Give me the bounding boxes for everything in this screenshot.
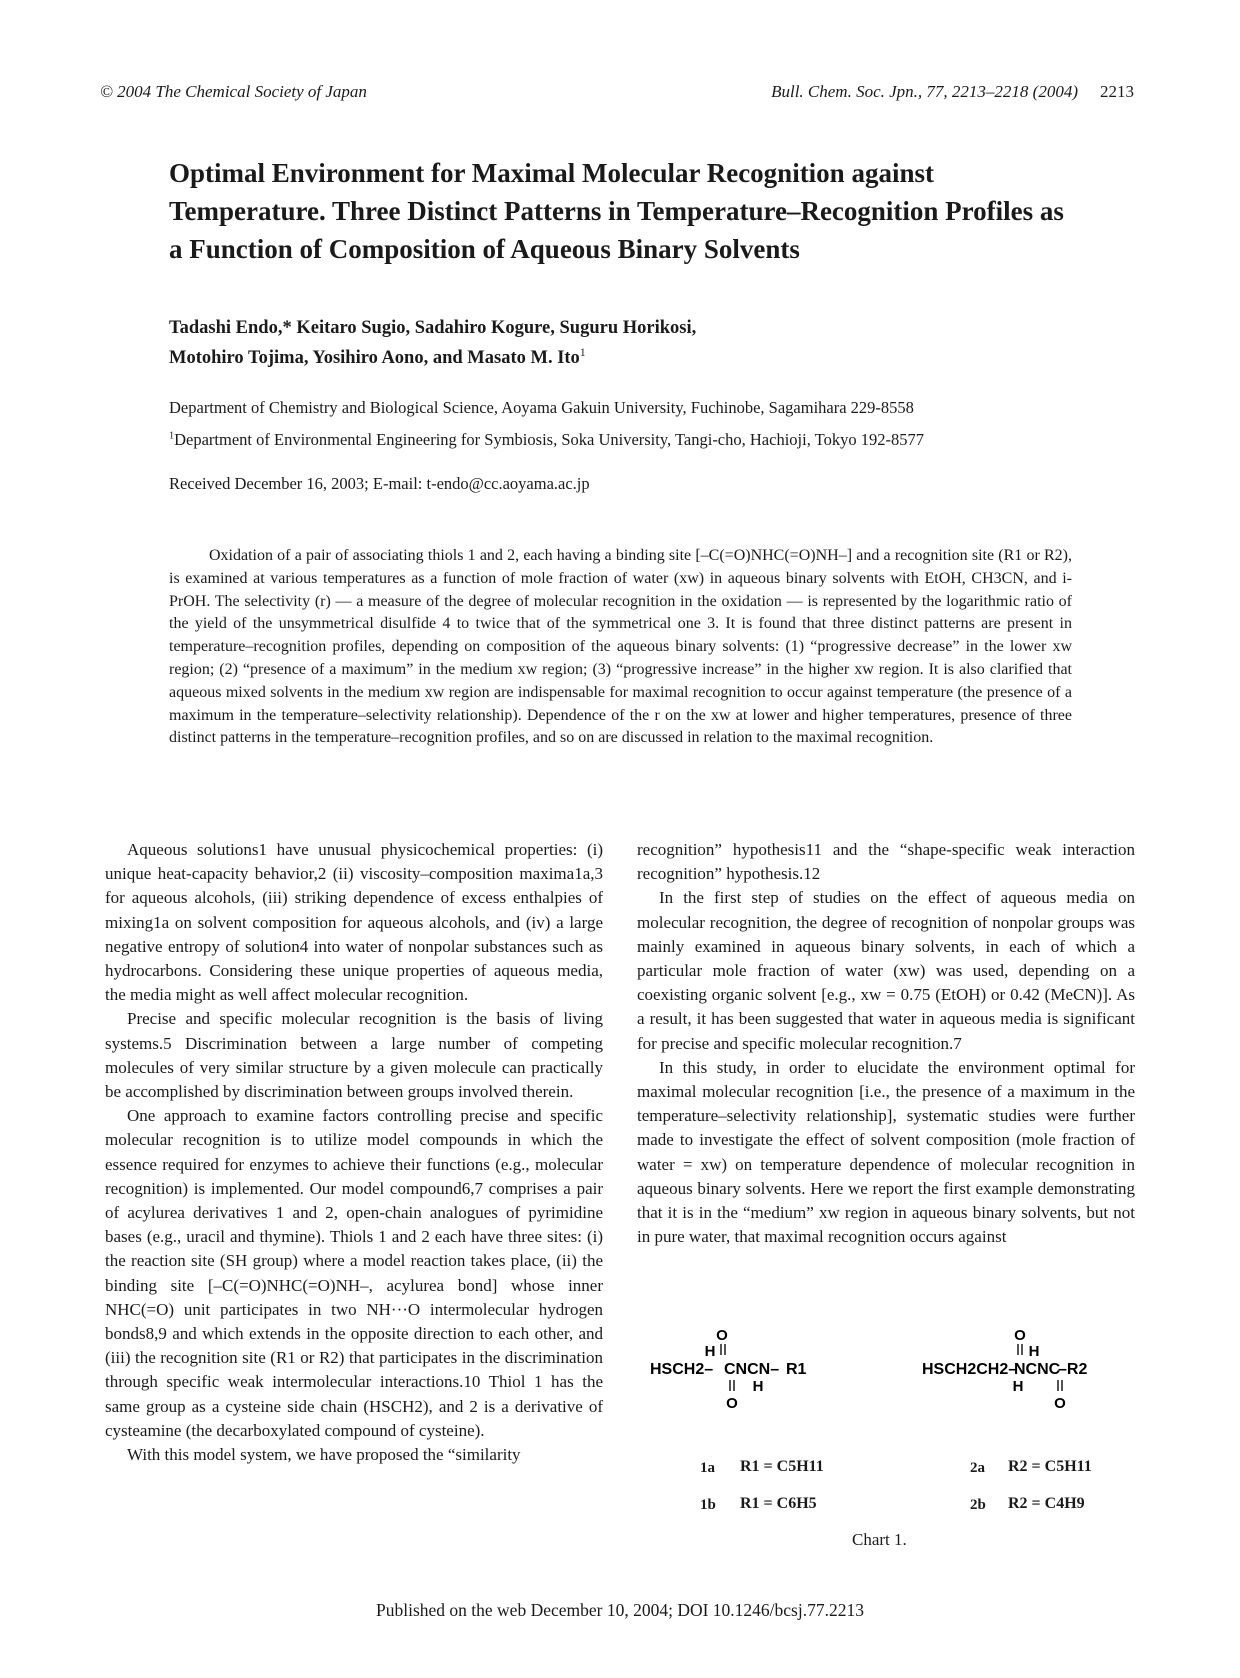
compound-label: 2b bbox=[970, 1497, 986, 1513]
affiliation-2: $^1$Department of Environmental Engineering for Symbiosis, Soka University, Tangi-cho, Hachioji, Tokyo 192-8577 bbox=[169, 430, 924, 449]
page-number: 2213 bbox=[1100, 82, 1134, 101]
chart-caption: Chart 1. bbox=[852, 1530, 907, 1549]
structure-drawings bbox=[640, 1310, 1140, 1420]
svg-text:H: H bbox=[704, 1343, 716, 1360]
compound-formula: R1 = C6H5 bbox=[740, 1495, 817, 1512]
chemical-structures-chart bbox=[640, 1310, 1140, 1550]
authors-line-2: Motohiro Tojima, Yosihiro Aono, and Masato M. Ito$^1$ bbox=[169, 346, 586, 368]
paragraph: Aqueous solutions1 have unusual physicochemical properties: (i) unique heat-capacity behavior,2 (ii) viscosity–composition maxima1a,3 for aqueous alcohols, (iii) striking dependence of excess enthalpies of mixing1a on solvent composition for aqueous alcohols, and (iv) a large negative entropy of solution4 into water of nonpolar substances such as hydrocarbons. Considering these unique properties of aqueous media, the media might as well affect molecular recognition. bbox=[105, 840, 603, 1005]
paragraph: recognition” hypothesis11 and the “shape-specific weak interaction recognition” hypothesis.12 bbox=[637, 840, 1135, 884]
paragraph: In this study, in order to elucidate the environment optimal for maximal molecular recognition [i.e., the presence of a maximum in the temperature–selectivity relationship], systematic studies were further made to investigate the effect of solvent composition (mole fraction of water = xw) on temperature dependence of molecular recognition in aqueous binary solvents. Here we report the first example demonstrating that it is in the “medium” xw region in aqueous binary solvents, but not in pure water, that maximal recognition occurs against bbox=[637, 1057, 1135, 1247]
authors-line-1: Tadashi Endo,* Keitaro Sugio, Sadahiro Kogure, Suguru Horikosi, bbox=[169, 318, 697, 338]
svg-text:O: O bbox=[726, 1395, 738, 1412]
body-column-left bbox=[105, 838, 603, 1467]
svg-text:H: H bbox=[1012, 1378, 1024, 1395]
svg-text:R1: R1 bbox=[786, 1361, 807, 1378]
affiliation-1: Department of Chemistry and Biological Science, Aoyama Gakuin University, Fuchinobe, Sagamihara 229-8558 bbox=[169, 398, 914, 417]
compound-label: 1a bbox=[700, 1460, 715, 1476]
structure-1 bbox=[650, 1327, 807, 1412]
structure-2 bbox=[922, 1327, 1087, 1412]
copyright-line: © 2004 The Chemical Society of Japan bbox=[100, 82, 367, 101]
body-column-right bbox=[637, 838, 1135, 1249]
svg-text:O: O bbox=[716, 1327, 728, 1344]
svg-text:H: H bbox=[752, 1378, 764, 1395]
paragraph: Precise and specific molecular recognition is the basis of living systems.5 Discrimination between a large number of competing molecules of very similar structure by a given molecule can practically be accomplished by discrimination between groups involved therein. bbox=[105, 1009, 603, 1102]
svg-text:H: H bbox=[1028, 1343, 1040, 1360]
compound-formula: R2 = C5H11 bbox=[1008, 1458, 1092, 1475]
paragraph: One approach to examine factors controlling precise and specific molecular recognition is to utilize model compounds in which the essence required for enzymes to achieve their functions (e.g., molecular recognition) is implemented. Our model compound6,7 comprises a pair of acylurea derivatives 1 and 2, open-chain analogues of pyrimidine bases (e.g., uracil and thymine). Thiols 1 and 2 each have three sites: (i) the reaction site (SH group) where a model reaction takes place, (ii) the binding site [–C(=O)NHC(=O)NH–, acylurea bond] whose inner NHC(=O) unit participates in two NH···O intermolecular hydrogen bonds8,9 and which extends in the opposite direction to each other, and (iii) the recognition site (R1 or R2) that participates in the discrimination through specific weak intermolecular interactions.10 Thiol 1 has the same group as a cysteine side chain (HSCH2), and 2 is a derivative of cysteamine (the decarboxylated compound of cysteine). bbox=[105, 1106, 603, 1440]
paragraph: With this model system, we have proposed the “similarity bbox=[127, 1445, 521, 1465]
compound-formula: R2 = C4H9 bbox=[1008, 1495, 1085, 1512]
compound-label: 2a bbox=[970, 1460, 985, 1476]
svg-text:CNCN–: CNCN– bbox=[724, 1361, 780, 1378]
publication-footer: Published on the web December 10, 2004; DOI 10.1246/bcsj.77.2213 bbox=[376, 1600, 864, 1620]
compound-label: 1b bbox=[700, 1497, 716, 1513]
compound-formula: R1 = C5H11 bbox=[740, 1458, 824, 1475]
received-line: Received December 16, 2003; E-mail: t-endo@cc.aoyama.ac.jp bbox=[169, 474, 590, 493]
svg-text:HSCH2CH2–: HSCH2CH2– bbox=[922, 1361, 1018, 1378]
svg-text:O: O bbox=[1014, 1327, 1026, 1344]
svg-text:O: O bbox=[1054, 1395, 1066, 1412]
svg-text:HSCH2–: HSCH2– bbox=[650, 1361, 714, 1378]
journal-citation: Bull. Chem. Soc. Jpn., 77, 2213–2218 (2004) 2213 bbox=[771, 82, 1134, 101]
svg-text:NCNC: NCNC bbox=[1014, 1361, 1061, 1378]
running-header bbox=[100, 82, 1134, 108]
article-title: Optimal Environment for Maximal Molecular Recognition against Temperature. Three Distinct Patterns in Temperature–Recognition Profiles as a Function of Composition of Aqueous Binary Solvents bbox=[169, 158, 1064, 264]
svg-text:–R2: –R2 bbox=[1058, 1361, 1088, 1378]
author-list bbox=[169, 313, 1069, 373]
paragraph: In the first step of studies on the effect of aqueous media on molecular recognition, the degree of recognition of nonpolar groups was mainly examined in aqueous binary solvents, in each of which a particular mole fraction of water (xw) was used, depending on a coexisting organic solvent [e.g., xw = 0.75 (EtOH) or 0.42 (MeCN)]. As a result, it has been suggested that water in aqueous media is significant for precise and specific molecular recognition.7 bbox=[637, 888, 1135, 1053]
abstract: Oxidation of a pair of associating thiols 1 and 2, each having a binding site [–C(=O)NHC(=O)NH–] and a recognition site (R1 or R2), is examined at various temperatures as a function of mole fraction of water (xw) in aqueous binary solvents with EtOH, CH3CN, and i-PrOH. The selectivity (r) — a measure of the degree of molecular recognition in the oxidation — is represented by the logarithmic ratio of the yield of the unsymmetrical disulfide 4 to twice that of the symmetrical one 3. It is found that three distinct patterns are present in temperature–recognition profiles, depending on composition of the aqueous binary solvents: (1) “progressive decrease” in the lower xw region; (2) “presence of a maximum” in the medium xw region; (3) “progressive increase” in the higher xw region. It is also clarified that aqueous mixed solvents in the medium xw region are indispensable for maximal recognition to occur against temperature (the presence of a maximum in the temperature–selectivity relationship). Dependence of the r on the xw at lower and higher temperatures, presence of three distinct patterns in the temperature–recognition profiles, and so on are discussed in relation to the maximal recognition. bbox=[169, 547, 1072, 747]
